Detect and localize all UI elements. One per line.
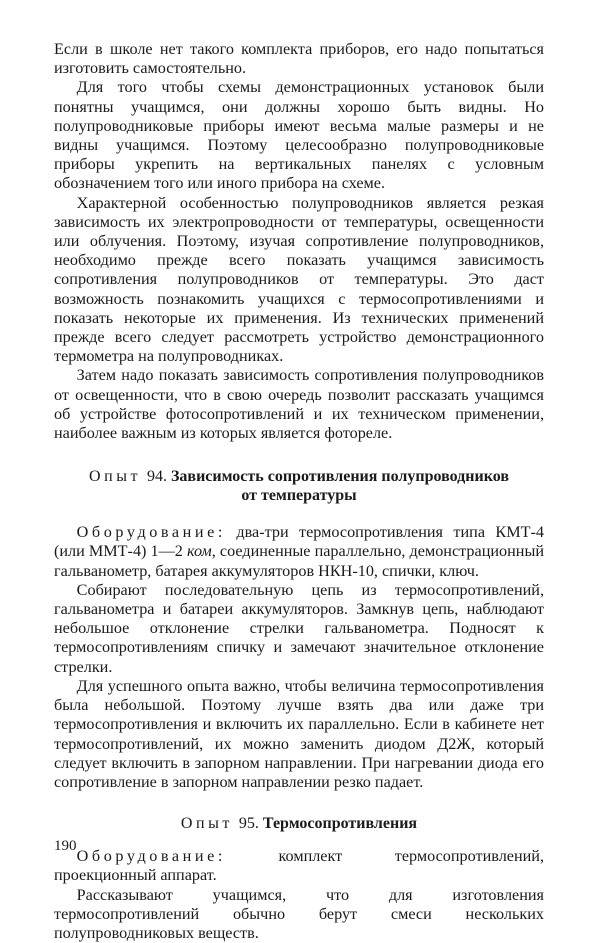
experiment-94-paragraph-1: Собирают последовательную цепь из термосопротивлений, гальванометра и батареи аккумуляторов. Замкнув цепь, наблюдают небольшое отклонение стрелки гальванометра. Подносят к термосопротивлениям спичку и замечают значительное отклонение стрелки. (54, 580, 544, 676)
experiment-95-equipment (54, 847, 544, 885)
page-number: 190 (54, 838, 77, 854)
experiment-94-heading (54, 467, 544, 505)
experiment-95-paragraph-1: Рассказывают учащимся, что для изготовления термосопротивлений обычно берут смеси нескольких полупроводниковых веществ. (54, 885, 544, 942)
equipment-unit: ком (187, 542, 212, 561)
experiment-94-label: Опыт (89, 468, 141, 486)
equipment-text: комплект термосопротивлений, проекционный аппарат. (54, 847, 544, 885)
experiment-95-number: 95. (238, 815, 259, 833)
experiment-95-title: Термосопротивления (262, 815, 418, 833)
experiment-94-title-line1: Зависимость сопротивления полупроводников (170, 468, 509, 486)
experiment-95-label: Опыт (180, 815, 233, 833)
intro-paragraph-4: Затем надо показать зависимость сопротивления полупроводников от освещенности, что в свою очередь позволит рассказать учащимся об устройстве фотосопротивлений и их техническом применении, наиболее важным из которых является фотореле. (54, 366, 544, 443)
experiment-94-paragraph-2: Для успешного опыта важно, чтобы величина термосопротивления была небольшой. Поэтому лучше взять два или даже три термосопротивления и включить их параллельно. Если в кабинете нет термосопротивлений, их можно заменить диодом Д2Ж, который следует включить в запорном направлении. При нагревании диода его сопротивление в запорном направлении резко падает. (54, 676, 544, 791)
experiment-95-heading (54, 814, 544, 833)
experiment-94-equipment (54, 523, 544, 581)
equipment-text-pre: два-три термосопротивления типа КМТ-4 (или ММТ-4) 1—2 (54, 523, 544, 561)
intro-paragraph-3: Характерной особенностью полупроводников является резкая зависимость их электропроводности от температуры, освещенности или облучения. Поэтому, изучая сопротивление полупроводников, необходимо прежде всего показать учащимся зависимость сопротивления полупроводников от температуры. Это даст возможность познакомить учащихся с термосопротивлениями и показать некоторые их применения. Из технических применений прежде всего следует рассмотреть устройство демонстрационного термометра на полупроводниках. (54, 193, 544, 366)
intro-paragraph-2: Для того чтобы схемы демонстрационных установок были понятны учащимся, они должны хорошо быть видны. Но полупроводниковые приборы имеют весьма малые размеры и не видны учащимся. Поэтому целесообразно полупроводниковые приборы укрепить на вертикальных панелях с условным обозначением того или иного прибора на схеме. (54, 78, 544, 193)
experiment-94-number: 94. (146, 468, 167, 486)
equipment-label: Оборудование: (76, 847, 226, 866)
experiment-94-title-line2: от температуры (241, 487, 357, 505)
equipment-label: Оборудование: (76, 523, 226, 542)
equipment-text-post: , соединенные параллельно, демонстрационный гальванометр, батарея аккумуляторов НКН-10, спички, ключ. (54, 542, 544, 580)
intro-paragraph-1: Если в школе нет такого комплекта приборов, его надо попытаться изготовить самостоятельно. (54, 40, 544, 78)
